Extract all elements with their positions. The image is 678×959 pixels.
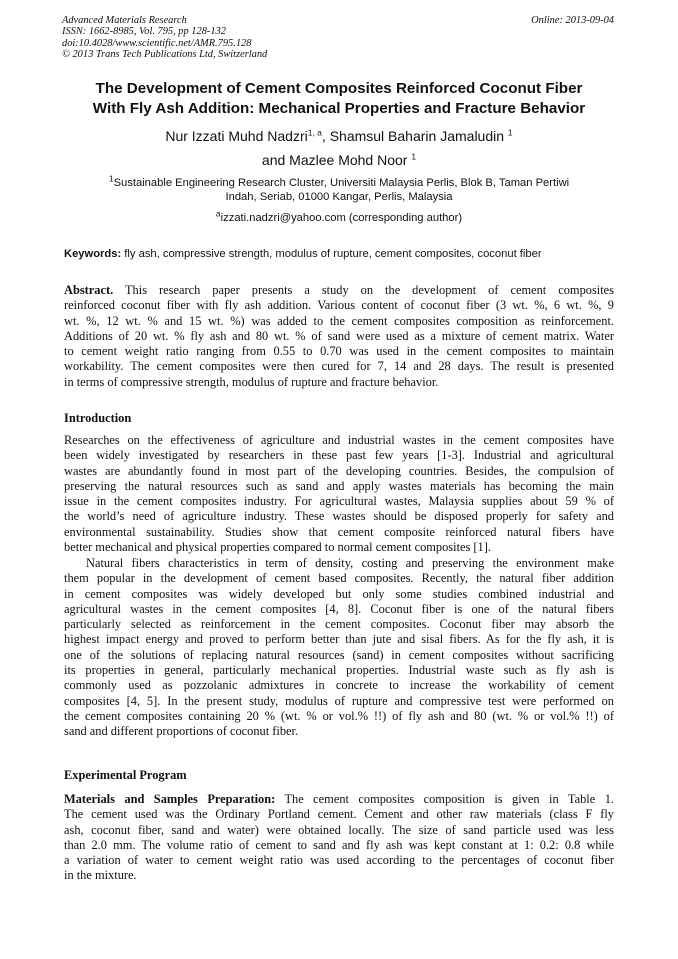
affiliation — [40, 173, 638, 205]
author-3-sup: 1 — [411, 151, 417, 162]
keywords-text: fly ash, compressive strength, modulus of rupture, cement composites, coconut fiber — [121, 248, 542, 260]
affiliation-sup: 1 — [108, 173, 114, 184]
abstract-label: Abstract. — [64, 283, 114, 297]
title-line-1: The Development of Cement Composites Reinforced Coconut Fiber — [95, 80, 583, 97]
online-date: Online: 2013-09-04 — [531, 15, 614, 26]
author-list — [40, 124, 638, 172]
author-2-sup: 1 — [507, 127, 513, 138]
email-sup: a — [215, 208, 221, 219]
intro-paragraph-1: Researches on the effectiveness of agriculture and industrial wastes in the cement composites have been widely investigated by researchers in these past few years [1-3]. Industrial and agricultural wastes are abundantly found in most part of the developing countries. Besides, the compulsion of preserving the natural resources such as sand and apply wastes materials has becoming the main issue in the cement composites industry. For agricultural wastes, Malaysia supplies about 59 % of the world’s need of agriculture industry. These wastes should be disposed properly for safety and environmental sustainability. Studies show that cement composite reinforced natural fibers have better mechanical and physical properties compared to normal cement composites [1]. — [64, 433, 614, 555]
keywords — [64, 247, 616, 261]
section-heading-introduction: Introduction — [64, 411, 132, 425]
paper-title — [40, 79, 638, 119]
author-2: , Shamsul Baharin Jamaludin — [321, 128, 508, 144]
email-text: izzati.nadzri@yahoo.com (corresponding author) — [220, 212, 463, 224]
journal-info — [62, 15, 267, 61]
author-line-1 — [40, 124, 638, 148]
author-1: Nur Izzati Muhd Nadzri — [165, 128, 308, 144]
materials-paragraph: Materials and Samples Preparation: The cement composites composition is given in Table 1. The cement used was the Ordinary Portland cement. Cement and other raw materials (class F fly ash, coconut fiber, sand and water) were obtained locally. The size of sand particle used was less than 2.0 mm. The volume ratio of cement to sand and fly ash was kept constant at 1: 0.2: 0.8 while a variation of water to cement weight ratio was used according to the percentages of coconut fiber in the mixture. — [64, 792, 614, 883]
intro-paragraph-2: Natural fibers characteristics in term of density, costing and preserving the environment make them popular in the development of cement based composites. Recently, the natural fiber addition in cement composites was widely developed but only some studies combined industrial and agricultural wastes in the cement composites [4, 8]. Coconut fiber is one of the natural fibers particularly selected as reinforcement in the cement composites. Coconut fiber may absorb the highest impact energy and proved to perform better than jute and sisal fibers. As for the fly ash, it is one of the solutions of replacing natural resources (sand) in cement composites without sacrificing its properties in general, particularly mechanical properties. Industrial waste such as fly ash is commonly used as pozzolanic admixtures in concrete to increase the workability of cement composites [4, 5]. In the present study, modulus of rupture and compressive test were performed on the cement composites containing 20 % (wt. % or vol.% !!) of fly ash and 80 (wt. % or vol.% !!) of sand and different proportions of coconut fiber. — [64, 556, 614, 739]
corresponding-email — [40, 208, 638, 225]
journal-name: Advanced Materials Research — [62, 15, 187, 26]
author-3: and Mazlee Mohd Noor — [261, 152, 412, 168]
title-line-2: With Fly Ash Addition: Mechanical Properties and Fracture Behavior — [92, 100, 586, 117]
affiliation-line-1: Sustainable Engineering Research Cluster, Universiti Malaysia Perlis, Blok B, Taman Pertiwi — [113, 177, 570, 189]
doi-line: doi:10.4028/www.scientific.net/AMR.795.128 — [62, 37, 252, 49]
copyright-line: © 2013 Trans Tech Publications Ltd, Switzerland — [62, 49, 268, 61]
section-heading-experimental: Experimental Program — [64, 768, 187, 782]
issn-line: ISSN: 1662-8985, Vol. 795, pp 128-132 — [62, 26, 226, 38]
materials-label: Materials and Samples Preparation: — [64, 792, 276, 806]
keywords-label: Keywords: — [64, 248, 122, 260]
affiliation-line-2: Indah, Seriab, 01000 Kangar, Perlis, Malaysia — [225, 191, 453, 204]
abstract: Abstract. This research paper presents a study on the development of cement composites reinforced coconut fiber with fly ash addition. Various content of coconut fiber (3 wt. %, 6 wt. %, 9 wt. %, 12 wt. % and 15 wt. %) was added to the cement composites composition as reinforcement. Additions of 20 wt. % fly ash and 80 wt. % of sand were used as a mixture of cement matrix. Water to cement weight ratio ranging from 0.55 to 0.70 was used in the cement composites to maintain workability. The cement composites were then cured for 7, 14 and 28 days. The result is presented in terms of compressive strength, modulus of rupture and fracture behavior. — [64, 283, 614, 389]
author-line-2 — [40, 148, 638, 172]
author-1-sup: 1, a — [307, 127, 322, 138]
